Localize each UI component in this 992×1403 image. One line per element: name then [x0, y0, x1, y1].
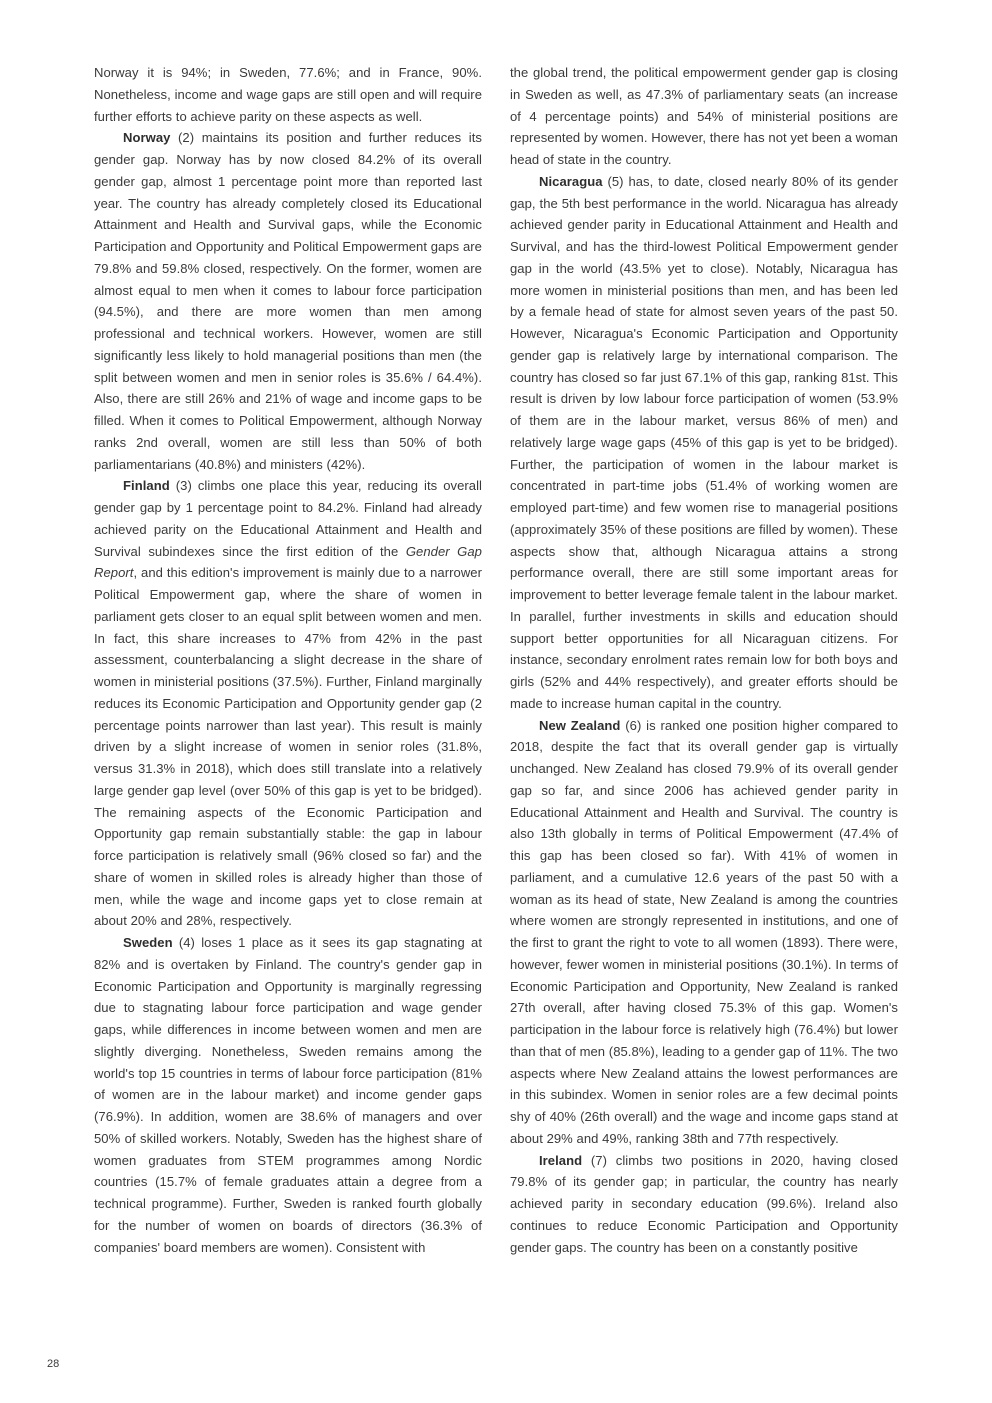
paragraph-text: (5) has, to date, closed nearly 80% of its gender gap, the 5th best performance in the world. Nicaragua has already achieved gender parity in Educational Attainment and Health and Survival, and has the third-lowest Political Empowerment gender gap in the world (43.5% yet to close). Notably, Nicaragua has more women in ministerial positions than men, and has been led by a female head of state for almost seven years of the past 50. However, Nicaragua's Economic Participation and Opportunity gender gap is relatively large by international comparison. The country has closed so far just 67.1% of this gap, ranking 81st. This result is driven by low labour force participation of women (53.9% of them are in the labour market, versus 86% of men) and relatively large wage gaps (45% of this gap is yet to be bridged). Further, the participation of women in the labour market is concentrated in part-time jobs (51.4% of working women are employed part-time) and few women rise to managerial positions (approximately 35% of these positions are filled by women). These aspects show that, although Nicaragua attains a strong performance overall, there are still some important areas for improvement to better leverage female talent in the labour market. In parallel, further investments in skills and education should support better opportunities for all Nicaraguan citizens. For instance, secondary enrolment rates remain low for both boys and girls (52% and 44% respectively), and greater efforts should be made to increase human capital in the country.: [510, 173, 898, 711]
right-column: [510, 62, 898, 1258]
report-title: Gender Gap Report: [94, 543, 482, 581]
paragraph-ireland: [510, 1150, 898, 1259]
paragraph-text: (7) climbs two positions in 2020, having closed 79.8% of its gender gap; in particular, the country has nearly achieved parity in secondary education (99.6%). Ireland also continues to reduce Economic Participation and Opportunity gender gaps. The country has been on a constantly positive: [510, 1152, 898, 1255]
country-name-nicaragua: Nicaragua: [539, 173, 603, 189]
paragraph-sweden: [94, 932, 482, 1258]
paragraph-text: (3) climbs one place this year, reducing its overall gender gap by 1 percentage point to 84.2%. Finland had already achieved parity on the Educational Attainment and Health and Survival subindexes since the first edition of the: [94, 478, 482, 559]
paragraph-text: (4) loses 1 place as it sees its gap stagnating at 82% and is overtaken by Finland. The country's gender gap in Economic Participation and Opportunity is marginally regressing due to stagnating labour force participation and wage gender gaps, while differences in income between women and men are slightly diverging. Nonetheless, Sweden remains among the world's top 15 countries in terms of labour force participation (81% of women are in the labour market) and income gender gaps (76.9%). In addition, women are 38.6% of managers and over 50% of skilled workers. Notably, Sweden has the highest share of women graduates from STEM programmes among Nordic countries (15.7% of female graduates attain a degree from a technical programme). Further, Sweden is ranked fourth globally for the number of women on boards of directors (36.3% of companies' board members are women). Consistent with: [94, 935, 482, 1255]
paragraph-nicaragua: [510, 171, 898, 715]
page-number: 28: [47, 1358, 60, 1370]
paragraph-norway: [94, 127, 482, 475]
country-name-new-zealand: New Zealand: [539, 717, 621, 733]
country-name-sweden: Sweden: [123, 935, 173, 950]
country-name-ireland: Ireland: [539, 1152, 583, 1168]
paragraph-finland: [94, 475, 482, 932]
country-name-finland: Finland: [123, 478, 170, 494]
paragraph-text: , and this edition's improvement is mainly due to a narrower Political Empowerment gap, where the share of women in parliament gets closer to an equal split between women and men. In fact, this share increases to 47% from 42% in the past assessment, counterbalancing a slight decrease in the share of women in ministerial positions (37.5%). Further, Finland marginally reduces its Economic Participation and Opportunity gender gap (2 percentage points narrower than last year). This result is mainly driven by a slight increase of women in senior roles (31.8%, versus 31.3% in 2018), which does still translate into a relatively large gender gap level (over 50% of this gap is yet to be bridged). The remaining aspects of the Economic Participation and Opportunity gap remain substantially stable: the gap in labour force participation is relatively small (96% closed so far) and the share of women in skilled roles is already higher than those of men, while the wage and income gaps yet to close remain at about 20% and 28%, respectively.: [94, 565, 482, 929]
paragraph-sweden-continued: the global trend, the political empowerment gender gap is closing in Sweden as well, as 47.3% of parliamentary seats (an increase of 4 percentage points) and 54% of ministerial positions are represented by women. However, there has not yet been a woman head of state in the country.: [510, 65, 898, 167]
paragraph-text: (6) is ranked one position higher compared to 2018, despite the fact that its overall gender gap is virtually unchanged. New Zealand has closed 79.9% of its overall gender gap so far, and since 2006 has achieved gender parity in Educational Attainment and Health and Survival. The country is also 13th globally in terms of Political Empowerment (47.4% of this gap has been closed so far). With 41% of women in parliament, and a cumulative 12.6 years of the past 50 with a woman as its head of state, New Zealand is among the countries where women are strongly represented in institutions, and one of the first to grant the right to vote to all women (1893). There were, however, fewer women in ministerial positions (30.1%). In terms of Economic Participation and Opportunity, New Zealand is ranked 27th overall, after having closed 75.3% of this gap. Women's participation in the labour force is relatively high (76.4%) but lower than that of men (85.8%), leading to a gender gap of 11%. The two aspects where New Zealand attains the lowest performances are in this subindex. Women in senior roles are a few decimal points shy of 40% (26th overall) and the wage and income gaps stand at about 29% and 49%, ranking 38th and 77th respectively.: [510, 717, 898, 1146]
paragraph-text: (2) maintains its position and further reduces its gender gap. Norway has by now closed 84.2% of its overall gender gap, almost 1 percentage point more than reported last year. The country has already completely closed its Educational Attainment and Health and Survival gaps, while the Economic Participation and Opportunity and Political Empowerment gaps are 79.8% and 59.8% closed, respectively. On the former, women are almost equal to men when it comes to labour force participation (94.5%), and there are more women than men among professional and technical workers. However, women are still significantly less likely to hold managerial positions than men (the split between women and men in senior roles is 35.6% / 64.4%). Also, there are still 26% and 21% of wage and income gaps to be filled. When it comes to Political Empowerment, although Norway ranks 2nd overall, women are still less than 50% of both parliamentarians (40.8%) and ministers (42%).: [94, 130, 482, 472]
paragraph-new-zealand: [510, 715, 898, 1150]
paragraph-norway-intro: Norway it is 94%; in Sweden, 77.6%; and in France, 90%. Nonetheless, income and wage gaps are still open and will require further efforts to achieve parity on these aspects as well.: [94, 65, 482, 124]
left-column: [94, 62, 482, 1258]
country-name-norway: Norway: [123, 130, 171, 146]
